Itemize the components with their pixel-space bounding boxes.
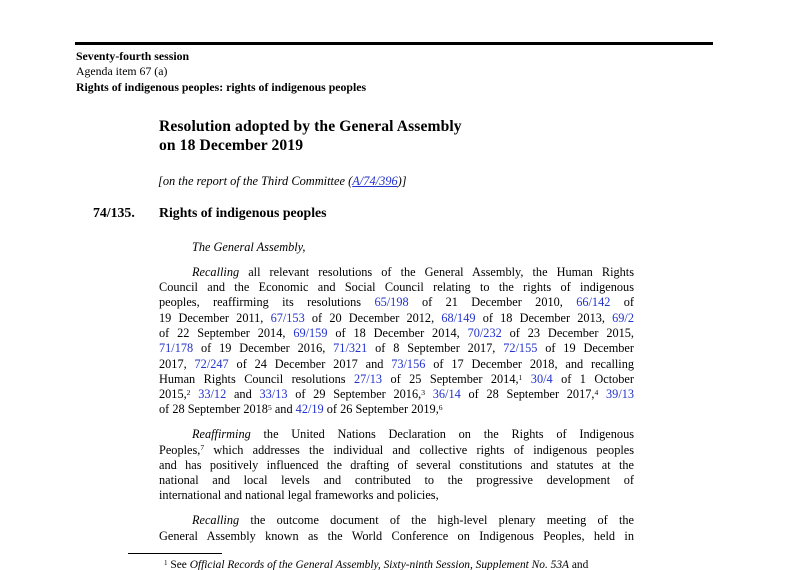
body-line [159,372,634,387]
header-rule [75,42,713,45]
document-link[interactable]: 69/159 [293,325,328,340]
footnote-separator [128,553,222,554]
text-run [598,387,606,401]
body-line [159,513,634,528]
document-link[interactable]: 71/178 [159,341,194,356]
body-line [159,326,634,341]
text-run: [on the report of the Third Committee ( [158,174,353,188]
resolution-title-block [159,118,462,155]
resolution-title-line1: Resolution adopted by the General Assembly [159,118,462,135]
body-line [159,558,641,570]
resolution-number: 74/135. [93,205,135,220]
text-run: of 1 October [552,371,634,386]
body-line [159,265,634,280]
emphasis-run: Reaffirming [192,427,251,442]
masthead [76,49,366,95]
document-link[interactable]: 33/12 [198,387,227,402]
document-link[interactable]: 73/156 [391,356,426,371]
text-run: Council and the Economic and Social Council relating to the rights of indigenous [159,280,634,295]
emphasis-run: Recalling [192,513,240,528]
text-run: of 25 September 2014, [382,371,519,386]
body-line [159,473,634,488]
text-run: of 28 September 2018 [159,402,268,417]
text-run: of 23 December 2015, [501,325,634,340]
document-link[interactable]: 39/13 [606,387,635,402]
text-run: 19 December 2011, [159,310,271,325]
document-link[interactable]: 71/321 [333,341,368,356]
text-run: 2015, [159,387,187,402]
footnote-ref: 2 [186,387,191,397]
text-run: national and local levels and contributed to the progressive development of [159,473,634,488]
document-link[interactable]: 72/155 [503,341,538,356]
body-line [159,529,634,544]
document-link[interactable]: 69/2 [612,310,634,325]
footnote-1 [159,558,641,570]
text-run: of 22 September 2014, [159,325,294,340]
text-run: 2017, [159,356,195,371]
body-line [159,488,634,503]
text-run: )] [397,174,407,188]
footnote-ref: 7 [200,443,205,453]
text-run: the United Nations Declaration on the Rights of Indigenous [250,427,634,442]
document-link[interactable]: 66/142 [576,295,611,310]
text-run: Peoples, [159,442,201,457]
document-link[interactable]: 33/13 [259,387,288,402]
body-line [159,311,634,326]
text-run: of 29 September 2016, [287,387,422,402]
text-run: and [226,387,260,402]
footnote-ref: 6 [438,403,443,413]
text-run: of 17 December 2018, and recalling [425,356,634,371]
document-link[interactable]: 70/232 [467,325,502,340]
body-line [159,341,634,356]
text-run: of 19 December [537,341,634,356]
footnote-ref: 1 [164,559,168,568]
resolution-heading [93,205,327,221]
text-run: of 21 December 2010, [408,295,577,310]
text-run [522,372,530,386]
body-line [159,402,634,417]
document-link[interactable]: 42/19 [295,402,324,417]
text-run: of [610,295,634,310]
text-run: all relevant resolutions of the General Assembly, the Human Rights [239,264,634,279]
text-run: which addresses the individual and collective rights of indigenous peoples [204,442,634,457]
text-run: and has positively influenced the drafting of several constitutions and statutes at the [159,457,634,472]
body-line [159,458,634,473]
document-link[interactable]: 30/4 [530,371,553,386]
text-run: of 20 December 2012, [304,310,442,325]
emphasis-run: Recalling [192,264,240,279]
paragraph-reaffirming-declaration [159,427,634,503]
text-run: of 28 September 2017, [460,387,595,402]
document-link[interactable]: 36/14 [432,387,461,402]
footnote-ref: 3 [421,387,425,397]
session-label: Seventy-fourth session [76,49,190,63]
text-run: of 26 September 2019, [323,402,439,417]
body-line [159,443,634,458]
document-link[interactable]: 67/153 [270,310,305,325]
document-link[interactable]: 65/198 [374,295,409,310]
text-run: Human Rights Council resolutions [159,371,354,386]
salutation [159,240,634,255]
text-run: and [271,402,296,417]
resolution-body [159,240,634,544]
agenda-subject-label: Rights of indigenous peoples: rights of indigenous peoples [76,79,367,94]
text-run: the outcome document of the high-level plenary meeting of the [239,513,634,528]
text-run: of 18 December 2014, [327,325,468,340]
text-run: of 19 December 2016, [193,341,334,356]
text-run: of 18 December 2013, [475,310,613,325]
document-link[interactable]: A/74/396 [352,174,398,188]
text-run: and [569,559,589,570]
text-run: See [167,559,190,570]
committee-note [158,174,578,189]
body-line [159,387,634,402]
document-link[interactable]: 27/13 [353,371,382,386]
resolution-name: Rights of indigenous peoples [159,205,327,220]
document-link[interactable]: 72/247 [194,356,229,371]
document-link[interactable]: 68/149 [441,310,476,325]
body-line [159,295,634,310]
paragraph-recalling-resolutions [159,265,634,418]
body-line [159,427,634,442]
agenda-item-label: Agenda item 67 (a) [76,64,168,79]
text-run [425,387,433,401]
body-line [158,174,578,189]
footnote-ref: 4 [594,387,599,397]
body-line [159,240,634,255]
text-run: peoples, reaffirming its resolutions [159,295,375,310]
text-run: international and national legal frameworks and policies, [159,488,439,503]
text-run: General Assembly known as the World Conference on Indigenous Peoples, held in [159,528,634,543]
footnote-ref: 5 [267,403,272,413]
resolution-title-line2: on 18 December 2019 [159,136,304,154]
body-line [159,357,634,372]
emphasis-run: The General Assembly, [192,240,306,254]
body-line [159,280,634,295]
text-run: of 8 September 2017, [367,341,504,356]
text-run: of 24 December 2017 and [228,356,392,371]
paragraph-recalling-outcome [159,513,634,544]
footnote-ref: 1 [518,372,523,382]
emphasis-run: Official Records of the General Assembly, Sixty-ninth Session, Supplement No. 53A [189,559,569,570]
